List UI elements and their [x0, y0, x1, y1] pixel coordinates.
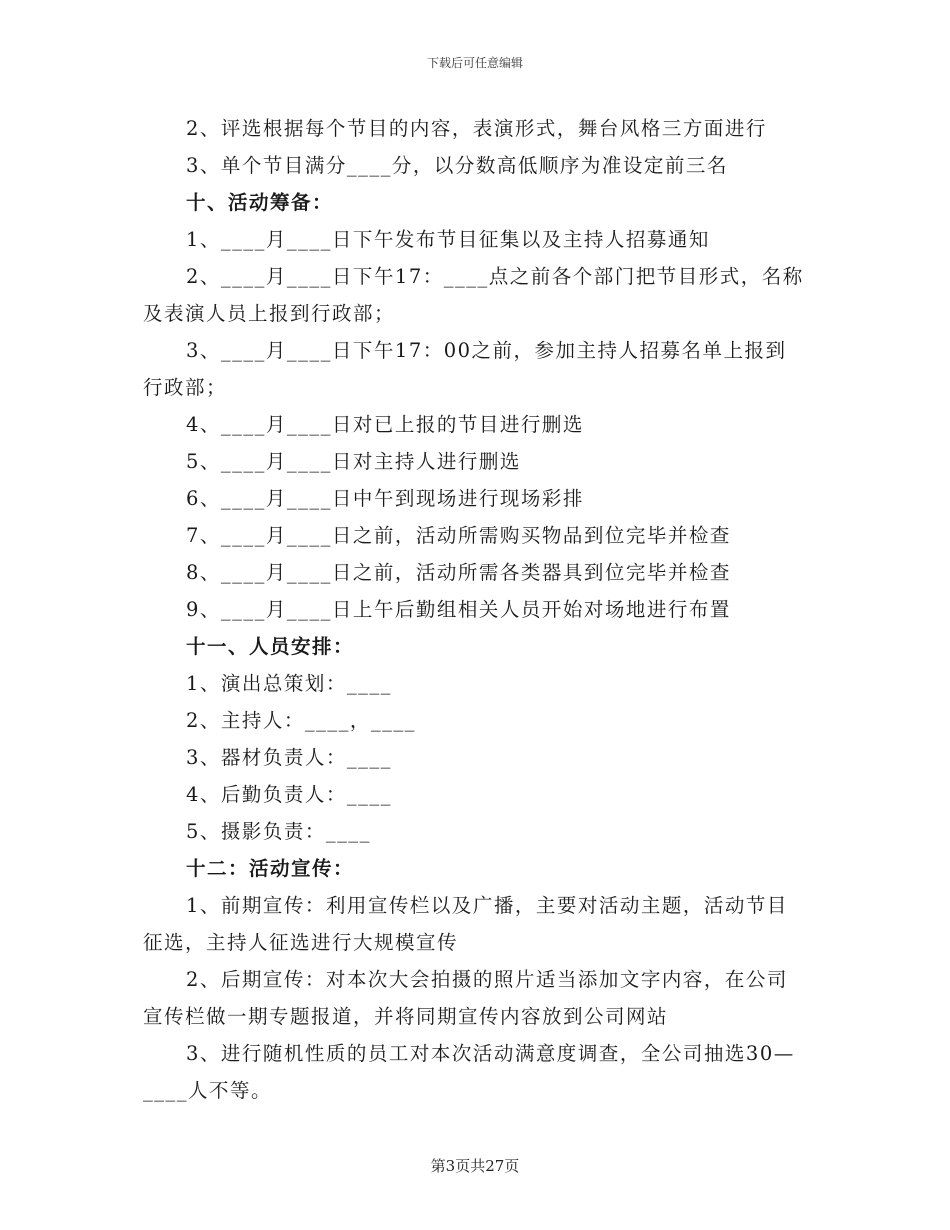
section-heading: 十一、人员安排： [186, 635, 355, 658]
paragraph: 9、____月____日上午后勤组相关人员开始对场地进行布置 [186, 598, 731, 621]
paragraph: 7、____月____日之前，活动所需购买物品到位完毕并检查 [186, 524, 731, 547]
section-heading: 十二：活动宣传： [186, 857, 355, 880]
paragraph: 4、后勤负责人：____ [186, 783, 392, 806]
page-header: 下载后可任意编辑 [426, 56, 523, 70]
paragraph: 6、____月____日中午到现场进行现场彩排 [186, 487, 584, 510]
paragraph: 2、后期宣传：对本次大会拍摄的照片适当添加文字内容，在公司宣传栏做一期专题报道，并将同期宣传内容放到公司网站 [143, 968, 788, 1028]
paragraph: 8、____月____日之前，活动所需各类器具到位完毕并检查 [186, 561, 731, 584]
paragraph: 5、摄影负责：____ [186, 820, 371, 843]
paragraph: 1、____月____日下午发布节目征集以及主持人招募通知 [186, 228, 710, 251]
paragraph: 3、器材负责人：____ [186, 746, 392, 769]
paragraph: 2、评选根据每个节目的内容，表演形式，舞台风格三方面进行 [186, 117, 767, 140]
paragraph: 5、____月____日对主持人进行删选 [186, 450, 521, 473]
document-body [143, 110, 807, 1109]
paragraph: 3、进行随机性质的员工对本次活动满意度调查，全公司抽选30—____人不等。 [143, 1042, 795, 1102]
section-heading: 十、活动筹备： [186, 191, 334, 214]
page-footer: 第3页共27页 [430, 1157, 520, 1175]
paragraph: 3、单个节目满分____分，以分数高低顺序为准设定前三名 [186, 154, 728, 177]
paragraph: 1、演出总策划：____ [186, 672, 392, 695]
paragraph: 1、前期宣传：利用宣传栏以及广播，主要对活动主题，活动节目征选，主持人征选进行大规模宣传 [143, 894, 788, 954]
paragraph: 2、____月____日下午17：____点之前各个部门把节目形式，名称及表演人员上报到行政部； [143, 265, 804, 325]
paragraph: 4、____月____日对已上报的节目进行删选 [186, 413, 584, 436]
paragraph: 3、____月____日下午17：00之前，参加主持人招募名单上报到行政部； [143, 339, 787, 399]
paragraph: 2、主持人：____，____ [186, 709, 416, 732]
